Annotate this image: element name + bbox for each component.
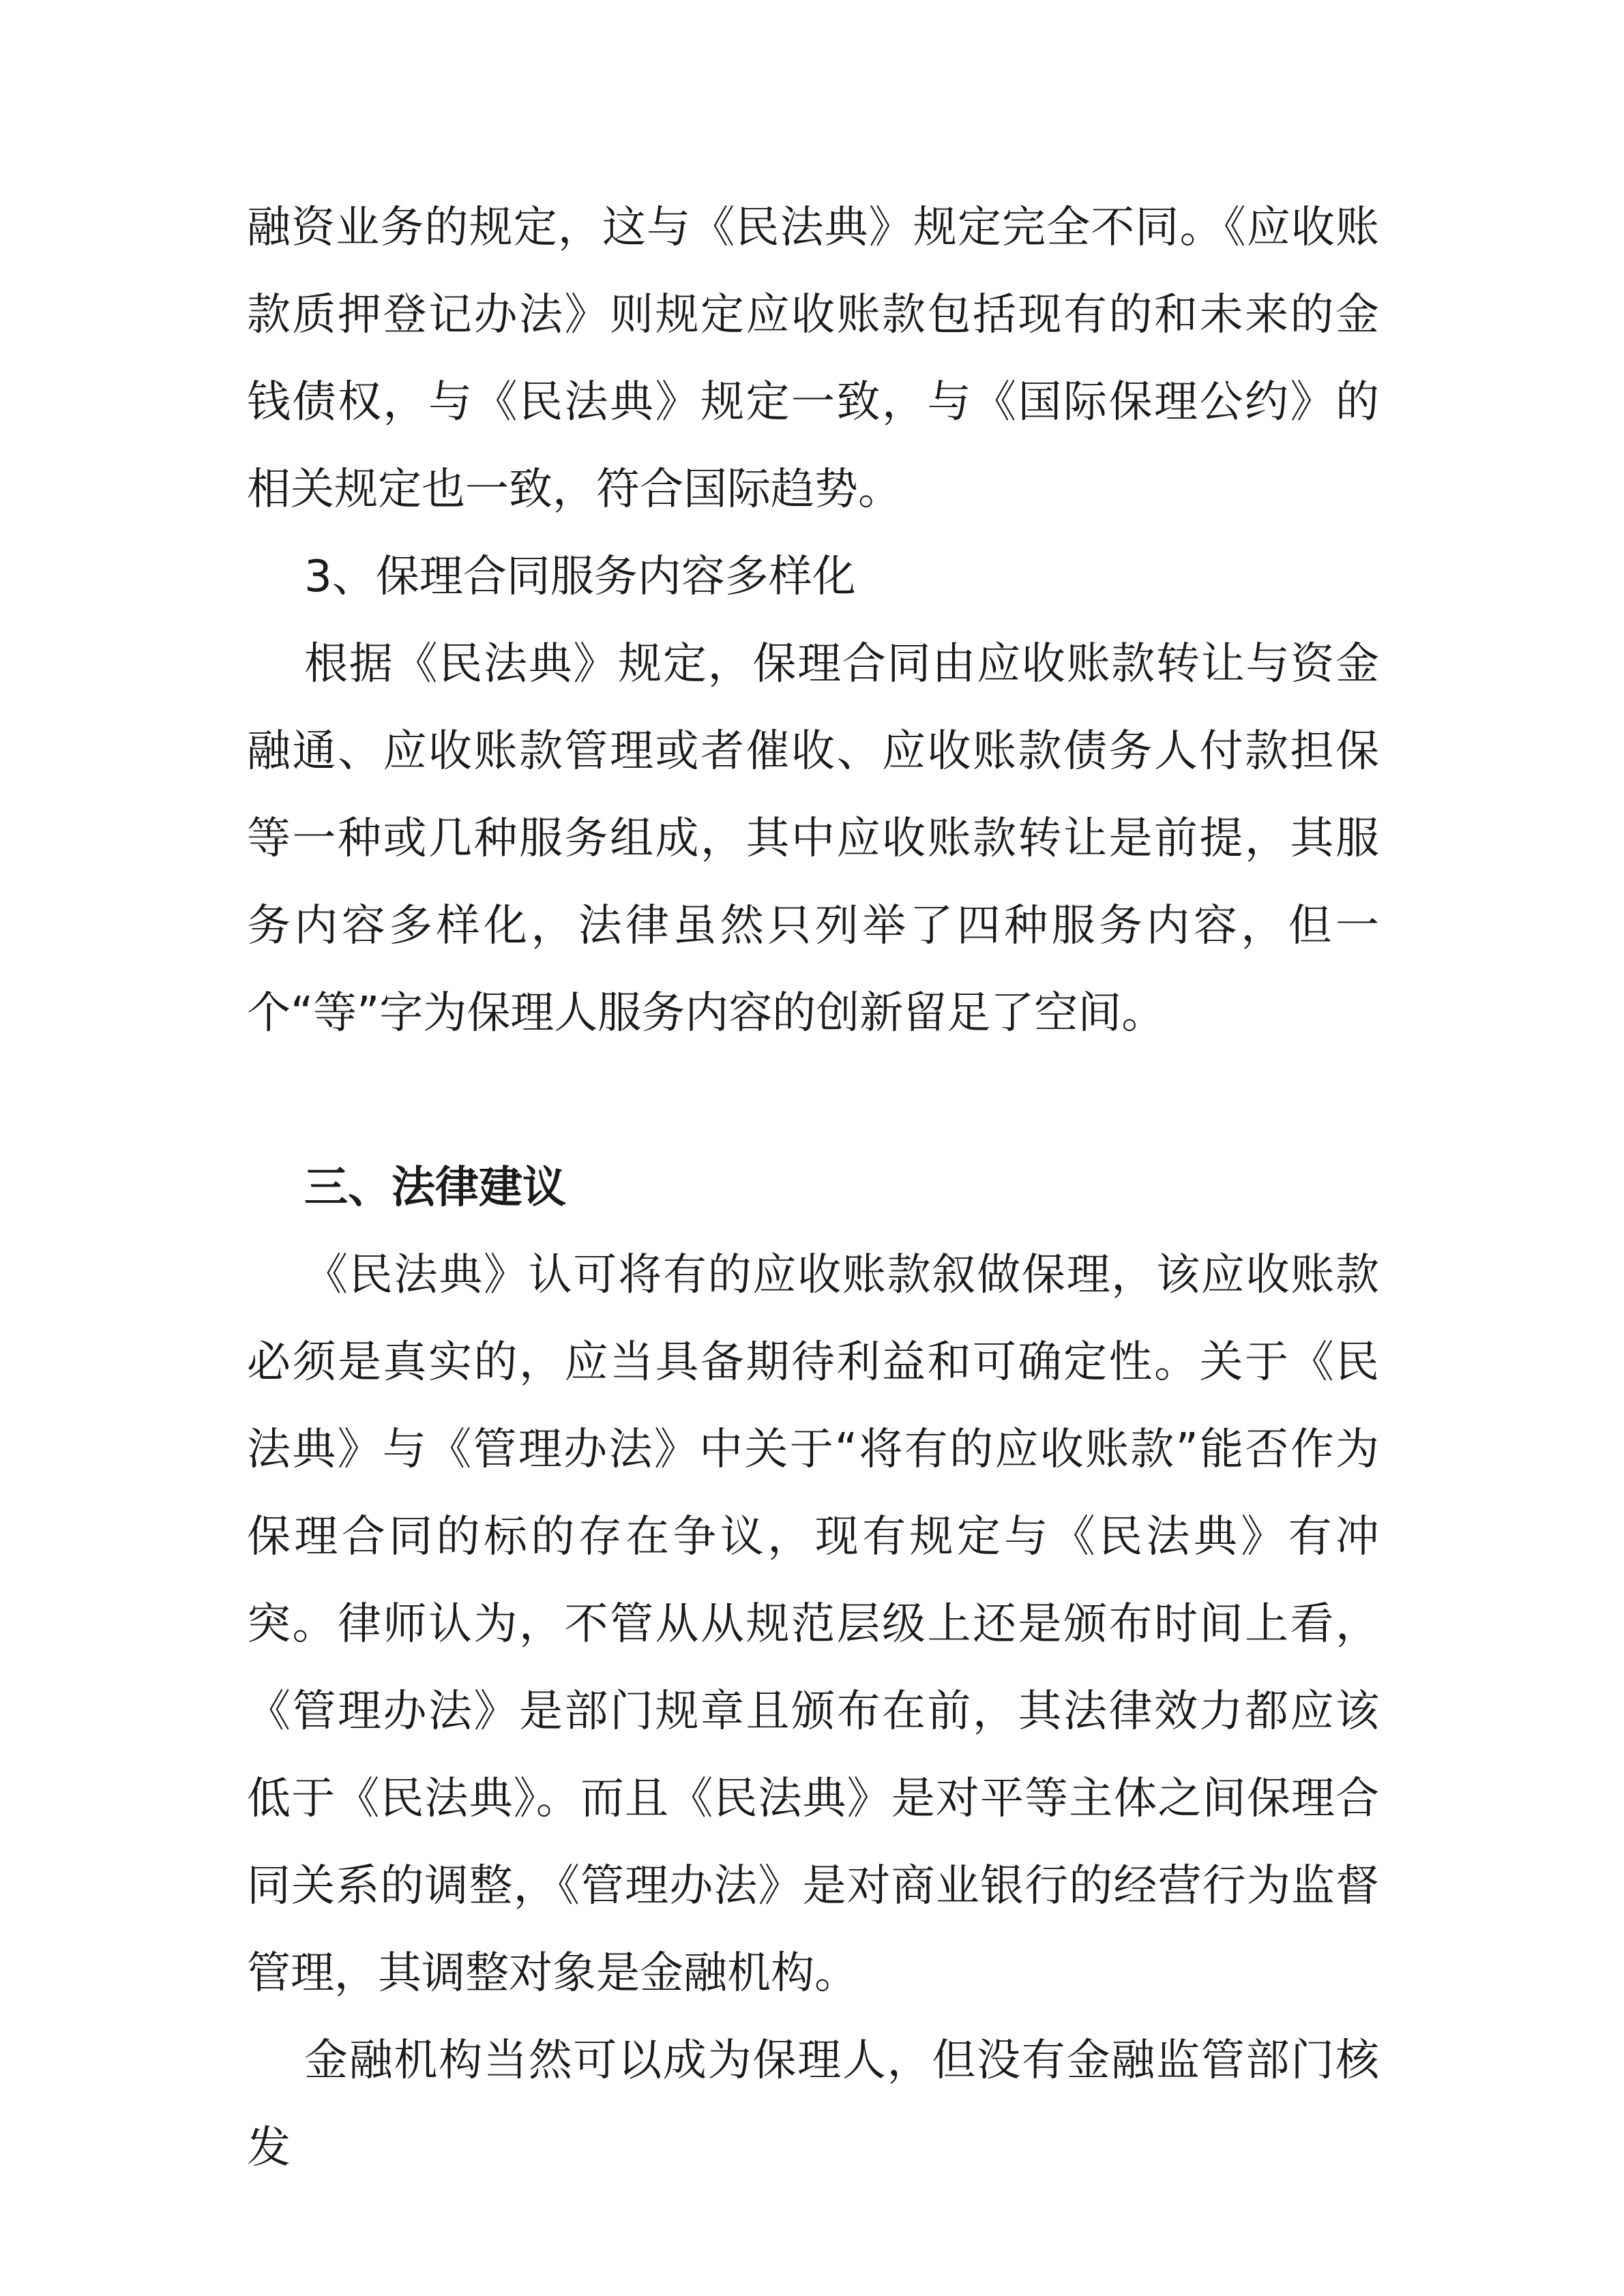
paragraph-legal-advice: 《民法典》认可将有的应收账款叙做保理，该应收账款必须是真实的，应当具备期待利益和可确定性。关于《民法典》与《管理办法》中关于“将有的应收账款”能否作为保理合同的标的存在争议，现有规定与《民法典》有冲突。律师认为，不管从从规范层级上还是颁布时间上看，《管理办法》是部门规章且颁布在前，其法律效力都应该低于《民法典》。而且《民法典》是对平等主体之间保理合同关系的调整，《管理办法》是对商业银行的经营行为监督管理，其调整对象是金融机构。 <box>247 1250 1379 1999</box>
document-body <box>247 184 1379 2192</box>
subheading-3: 3、保理合同服务内容多样化 <box>304 552 856 602</box>
section-heading-legal-advice: 三、法律建议 <box>304 1163 566 1213</box>
paragraph-service-content: 根据《民法典》规定，保理合同由应收账款转让与资金融通、应收账款管理或者催收、应收账款债务人付款担保等一种或几种服务组成，其中应收账款转让是前提，其服务内容多样化，法律虽然只列举了四种服务内容，但一个“等”字为保理人服务内容的创新留足了空间。 <box>247 639 1379 1039</box>
paragraph-continuation: 融资业务的规定，这与《民法典》规定完全不同。《应收账款质押登记办法》则规定应收账款包括现有的和未来的金钱债权，与《民法典》规定一致，与《国际保理公约》的相关规定也一致，符合国际趋势。 <box>247 203 1379 515</box>
paragraph-financial-institutions: 金融机构当然可以成为保理人，但没有金融监管部门核发 <box>247 2036 1379 2173</box>
